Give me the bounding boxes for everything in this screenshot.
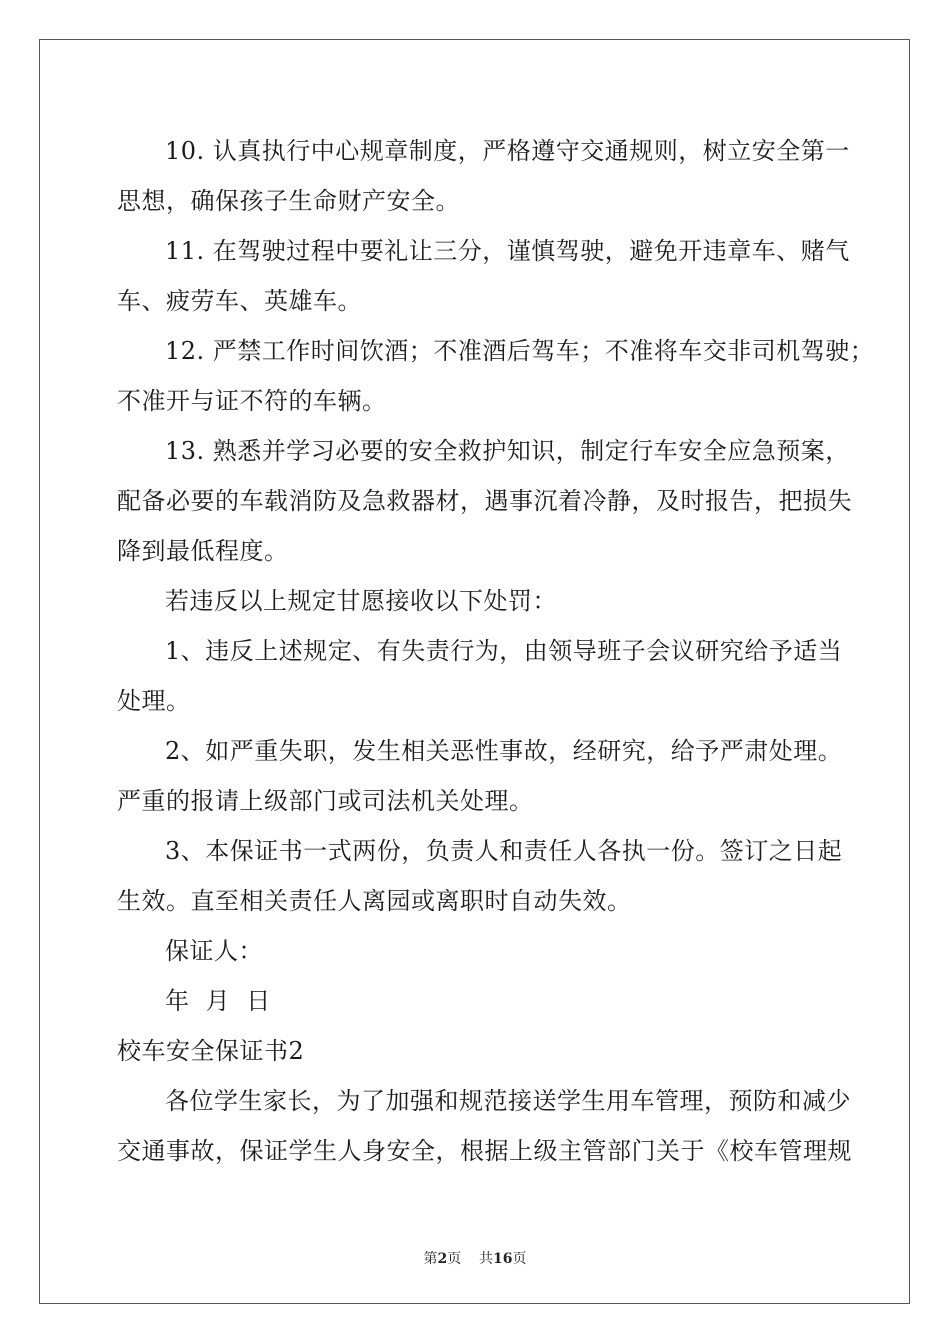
footer-page-suffix: 页 [447, 1251, 462, 1267]
penalty-1-line-2: 处理。 [117, 687, 191, 715]
footer-total-suffix: 页 [512, 1251, 527, 1267]
penalty-2-line-2: 严重的报请上级部门或司法机关处理。 [117, 787, 534, 815]
paragraph-12-line-1: 12. 严禁工作时间饮酒；不准酒后驾车；不准将车交非司机驾驶； [165, 337, 875, 365]
penalty-3-line-1: 3、本保证书一式两份，负责人和责任人各执一份。签订之日起 [165, 837, 843, 865]
paragraph-12-line-2: 不准开与证不符的车辆。 [117, 387, 387, 415]
footer-total-prefix: 共 [479, 1251, 494, 1267]
penalty-intro: 若违反以上规定甘愿接收以下处罚： [165, 587, 557, 615]
page-footer [0, 1248, 950, 1268]
paragraph-13-line-1: 13. 熟悉并学习必要的安全救护知识，制定行车安全应急预案， [165, 437, 850, 465]
paragraph-13-line-2: 配备必要的车载消防及急救器材，遇事沉着冷静，及时报告，把损失 [117, 487, 852, 515]
footer-page-number: 2 [437, 1251, 448, 1267]
paragraph-10-line-1: 10. 认真执行中心规章制度，严格遵守交通规则，树立安全第一 [165, 137, 850, 165]
penalty-3-line-2: 生效。直至相关责任人离园或离职时自动失效。 [117, 887, 632, 915]
paragraph-10-line-2: 思想，确保孩子生命财产安全。 [117, 187, 460, 215]
penalty-2-line-1: 2、如严重失职，发生相关恶性事故，经研究，给予严肃处理。 [165, 737, 843, 765]
footer-total-pages: 16 [493, 1251, 513, 1267]
paragraph-11-line-1: 11. 在驾驶过程中要礼让三分，谨慎驾驶，避免开违章车、赌气 [165, 237, 850, 265]
date-line: 年 月 日 [165, 987, 271, 1015]
intro-line-2: 交通事故，保证学生人身安全，根据上级主管部门关于《校车管理规 [117, 1137, 852, 1165]
intro-line-1: 各位学生家长，为了加强和规范接送学生用车管理，预防和减少 [165, 1087, 851, 1115]
paragraph-13-line-3: 降到最低程度。 [117, 537, 289, 565]
penalty-1-line-1: 1、违反上述规定、有失责行为，由领导班子会议研究给予适当 [165, 637, 843, 665]
footer-page-prefix: 第 [423, 1251, 438, 1267]
paragraph-11-line-2: 车、疲劳车、英雄车。 [117, 287, 362, 315]
guarantor-label: 保证人： [165, 937, 263, 965]
section-title: 校车安全保证书2 [117, 1037, 305, 1065]
